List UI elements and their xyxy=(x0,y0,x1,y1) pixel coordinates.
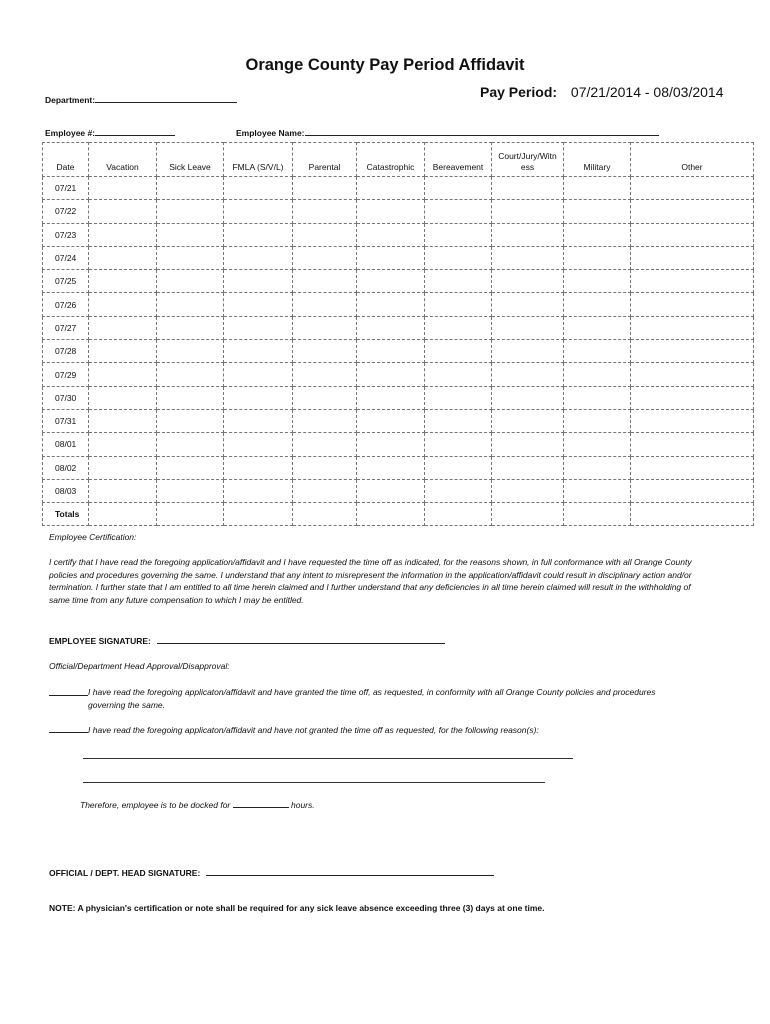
hours-cell[interactable] xyxy=(425,223,492,246)
hours-cell[interactable] xyxy=(631,316,754,339)
official-signature-line[interactable] xyxy=(206,866,494,876)
column-header: Military xyxy=(564,143,631,177)
employee-number-field xyxy=(45,126,175,138)
table-row xyxy=(43,200,754,223)
hours-cell[interactable] xyxy=(492,479,564,502)
docked-hours-input[interactable] xyxy=(233,798,289,808)
hours-cell[interactable] xyxy=(224,363,293,386)
hours-cell[interactable] xyxy=(564,200,631,223)
column-header: Court/Jury/Witness xyxy=(492,143,564,177)
granted-text: I have read the foregoing applicaton/affidavit and have granted the time off, as requested, in conformity with all Orange County policies and procedures governing the same. xyxy=(88,687,656,710)
employee-signature-field xyxy=(49,634,445,646)
table-row xyxy=(43,340,754,363)
hours-cell[interactable] xyxy=(564,479,631,502)
hours-cell[interactable] xyxy=(89,177,157,200)
hours-cell[interactable] xyxy=(631,503,754,526)
column-header: Catastrophic xyxy=(357,143,425,177)
hours-cell[interactable] xyxy=(293,456,357,479)
hours-cell[interactable] xyxy=(89,223,157,246)
hours-cell[interactable] xyxy=(357,246,425,269)
hours-cell[interactable] xyxy=(89,200,157,223)
column-header: Bereavement xyxy=(425,143,492,177)
hours-cell[interactable] xyxy=(492,223,564,246)
hours-cell[interactable] xyxy=(631,223,754,246)
hours-cell[interactable] xyxy=(89,386,157,409)
sick-leave-note: NOTE: A physician's certification or note shall be required for any sick leave absence exceeding three (3) days at one time. xyxy=(49,903,545,913)
hours-cell[interactable] xyxy=(89,340,157,363)
hours-cell[interactable] xyxy=(425,293,492,316)
hours-cell[interactable] xyxy=(293,316,357,339)
hours-cell[interactable] xyxy=(293,386,357,409)
row-date: 07/30 xyxy=(43,386,89,409)
row-date: 08/01 xyxy=(43,433,89,456)
hours-cell[interactable] xyxy=(425,409,492,432)
row-date: 08/03 xyxy=(43,479,89,502)
hours-cell[interactable] xyxy=(631,479,754,502)
pay-period-label: Pay Period: xyxy=(480,84,558,100)
hours-cell[interactable] xyxy=(564,270,631,293)
docked-suffix: hours. xyxy=(291,800,315,810)
hours-cell[interactable] xyxy=(425,270,492,293)
employee-number-label: Employee #: xyxy=(45,128,96,138)
hours-cell[interactable] xyxy=(631,433,754,456)
hours-cell[interactable] xyxy=(631,386,754,409)
row-date: 07/23 xyxy=(43,223,89,246)
hours-cell[interactable] xyxy=(293,503,357,526)
official-signature-label: OFFICIAL / DEPT. HEAD SIGNATURE: xyxy=(49,868,201,878)
approval-option-granted xyxy=(49,686,669,711)
hours-cell[interactable] xyxy=(89,433,157,456)
column-header: Parental xyxy=(293,143,357,177)
hours-cell[interactable] xyxy=(357,223,425,246)
approval-option-denied xyxy=(49,723,539,735)
hours-cell[interactable] xyxy=(293,363,357,386)
hours-cell[interactable] xyxy=(357,503,425,526)
hours-cell[interactable] xyxy=(425,386,492,409)
hours-cell[interactable] xyxy=(631,293,754,316)
hours-cell[interactable] xyxy=(631,409,754,432)
hours-cell[interactable] xyxy=(357,200,425,223)
employee-signature-line[interactable] xyxy=(157,634,445,644)
hours-cell[interactable] xyxy=(89,479,157,502)
row-date: 07/26 xyxy=(43,293,89,316)
hours-cell[interactable] xyxy=(357,433,425,456)
table-row xyxy=(43,316,754,339)
hours-cell[interactable] xyxy=(564,503,631,526)
hours-cell[interactable] xyxy=(293,223,357,246)
hours-cell[interactable] xyxy=(293,177,357,200)
hours-cell[interactable] xyxy=(157,363,224,386)
page-title: Orange County Pay Period Affidavit xyxy=(245,56,525,74)
hours-cell[interactable] xyxy=(492,433,564,456)
hours-cell[interactable] xyxy=(492,177,564,200)
column-header: Vacation xyxy=(89,143,157,177)
hours-cell[interactable] xyxy=(224,293,293,316)
hours-cell[interactable] xyxy=(89,409,157,432)
hours-cell[interactable] xyxy=(157,246,224,269)
column-header: Other xyxy=(631,143,754,177)
hours-cell[interactable] xyxy=(492,340,564,363)
denied-checkbox-line[interactable] xyxy=(49,723,88,733)
hours-cell[interactable] xyxy=(157,177,224,200)
department-label: Department: xyxy=(45,95,96,105)
table-row xyxy=(43,479,754,502)
row-date: 07/29 xyxy=(43,363,89,386)
leave-table xyxy=(42,142,754,526)
reason-line-2[interactable] xyxy=(83,782,545,783)
table-row xyxy=(43,270,754,293)
hours-cell[interactable] xyxy=(492,386,564,409)
hours-cell[interactable] xyxy=(425,246,492,269)
hours-cell[interactable] xyxy=(224,433,293,456)
hours-cell[interactable] xyxy=(631,340,754,363)
hours-cell[interactable] xyxy=(631,246,754,269)
hours-cell[interactable] xyxy=(425,479,492,502)
hours-cell[interactable] xyxy=(564,409,631,432)
hours-cell[interactable] xyxy=(492,200,564,223)
hours-cell[interactable] xyxy=(224,246,293,269)
table-row xyxy=(43,223,754,246)
column-header: FMLA (S/V/L) xyxy=(224,143,293,177)
row-date: 07/25 xyxy=(43,270,89,293)
hours-cell[interactable] xyxy=(224,177,293,200)
employee-name-input[interactable] xyxy=(305,126,659,136)
hours-cell[interactable] xyxy=(492,503,564,526)
hours-cell[interactable] xyxy=(293,479,357,502)
hours-cell[interactable] xyxy=(564,340,631,363)
hours-cell[interactable] xyxy=(157,433,224,456)
hours-cell[interactable] xyxy=(425,316,492,339)
hours-cell[interactable] xyxy=(89,316,157,339)
hours-cell[interactable] xyxy=(425,363,492,386)
employee-name-label: Employee Name: xyxy=(236,128,305,138)
hours-cell[interactable] xyxy=(224,503,293,526)
hours-cell[interactable] xyxy=(89,363,157,386)
hours-cell[interactable] xyxy=(224,479,293,502)
hours-cell[interactable] xyxy=(564,223,631,246)
hours-cell[interactable] xyxy=(357,409,425,432)
certification-text: I certify that I have read the foregoing application/affidavit and I have requested the time off as indicated, for the reasons shown, in full conformance with all Orange County policies and procedures governing the same. I understand that any intent to misrepresent the information in the application/affidavit could result in disciplinary action and/or termination. I further state that I am entitled to all time herein claimed and I further understand that any deficiencies in all time herein claimed will result in the withholding of same time from any future compensation to which I may be entitled. xyxy=(49,557,692,605)
hours-cell[interactable] xyxy=(224,340,293,363)
table-row xyxy=(43,409,754,432)
hours-cell[interactable] xyxy=(564,316,631,339)
hours-cell[interactable] xyxy=(293,409,357,432)
hours-cell[interactable] xyxy=(425,340,492,363)
hours-cell[interactable] xyxy=(157,270,224,293)
hours-cell[interactable] xyxy=(157,200,224,223)
hours-cell[interactable] xyxy=(357,479,425,502)
hours-cell[interactable] xyxy=(157,316,224,339)
row-date: 07/24 xyxy=(43,246,89,269)
hours-cell[interactable] xyxy=(357,386,425,409)
column-header: Date xyxy=(43,143,89,177)
hours-cell[interactable] xyxy=(157,456,224,479)
row-date: 07/21 xyxy=(43,177,89,200)
employee-signature-label: EMPLOYEE SIGNATURE: xyxy=(49,636,151,646)
hours-cell[interactable] xyxy=(425,200,492,223)
department-input[interactable] xyxy=(95,93,237,103)
table-header-row xyxy=(43,143,754,177)
hours-cell[interactable] xyxy=(357,363,425,386)
hours-cell[interactable] xyxy=(293,200,357,223)
hours-cell[interactable] xyxy=(157,293,224,316)
docked-prefix: Therefore, employee is to be docked for xyxy=(80,800,231,810)
hours-cell[interactable] xyxy=(492,409,564,432)
hours-cell[interactable] xyxy=(425,503,492,526)
table-row xyxy=(43,293,754,316)
table-row xyxy=(43,246,754,269)
hours-cell[interactable] xyxy=(224,456,293,479)
hours-cell[interactable] xyxy=(224,316,293,339)
hours-cell[interactable] xyxy=(564,386,631,409)
row-date: Totals xyxy=(43,503,89,526)
hours-cell[interactable] xyxy=(293,270,357,293)
hours-cell[interactable] xyxy=(157,386,224,409)
hours-cell[interactable] xyxy=(357,177,425,200)
hours-cell[interactable] xyxy=(492,246,564,269)
table-row xyxy=(43,433,754,456)
hours-cell[interactable] xyxy=(492,363,564,386)
hours-cell[interactable] xyxy=(89,293,157,316)
hours-cell[interactable] xyxy=(157,479,224,502)
hours-cell[interactable] xyxy=(224,200,293,223)
granted-checkbox-line[interactable] xyxy=(49,686,88,696)
table-row xyxy=(43,456,754,479)
hours-cell[interactable] xyxy=(631,177,754,200)
hours-cell[interactable] xyxy=(425,177,492,200)
hours-cell[interactable] xyxy=(631,200,754,223)
hours-cell[interactable] xyxy=(293,293,357,316)
approval-heading: Official/Department Head Approval/Disapproval: xyxy=(49,661,230,671)
docked-hours xyxy=(80,798,315,810)
hours-cell[interactable] xyxy=(564,293,631,316)
hours-cell[interactable] xyxy=(357,316,425,339)
row-date: 07/27 xyxy=(43,316,89,339)
hours-cell[interactable] xyxy=(157,409,224,432)
hours-cell[interactable] xyxy=(425,433,492,456)
employee-name-field xyxy=(236,126,659,138)
hours-cell[interactable] xyxy=(293,433,357,456)
hours-cell[interactable] xyxy=(357,270,425,293)
reason-line-1[interactable] xyxy=(83,758,573,759)
hours-cell[interactable] xyxy=(224,409,293,432)
hours-cell[interactable] xyxy=(564,456,631,479)
row-date: 07/22 xyxy=(43,200,89,223)
hours-cell[interactable] xyxy=(564,177,631,200)
pay-period-value: 07/21/2014 - 08/03/2014 xyxy=(570,84,724,100)
hours-cell[interactable] xyxy=(293,340,357,363)
hours-cell[interactable] xyxy=(157,503,224,526)
table-row xyxy=(43,386,754,409)
hours-cell[interactable] xyxy=(357,340,425,363)
hours-cell[interactable] xyxy=(357,293,425,316)
official-signature-field xyxy=(49,866,494,878)
certification-heading: Employee Certification: xyxy=(49,532,137,542)
employee-number-input[interactable] xyxy=(95,126,175,136)
row-date: 08/02 xyxy=(43,456,89,479)
table-row xyxy=(43,363,754,386)
hours-cell[interactable] xyxy=(492,456,564,479)
denied-text: I have read the foregoing applicaton/affidavit and have not granted the time off as requested, for the following reason(s): xyxy=(88,725,539,735)
column-header: Sick Leave xyxy=(157,143,224,177)
hours-cell[interactable] xyxy=(564,433,631,456)
hours-cell[interactable] xyxy=(293,246,357,269)
row-date: 07/31 xyxy=(43,409,89,432)
hours-cell[interactable] xyxy=(631,270,754,293)
hours-cell[interactable] xyxy=(492,293,564,316)
hours-cell[interactable] xyxy=(492,316,564,339)
hours-cell[interactable] xyxy=(425,456,492,479)
row-date: 07/28 xyxy=(43,340,89,363)
hours-cell[interactable] xyxy=(357,456,425,479)
hours-cell[interactable] xyxy=(492,270,564,293)
table-body xyxy=(43,177,754,526)
table-row xyxy=(43,503,754,526)
hours-cell[interactable] xyxy=(89,270,157,293)
hours-cell[interactable] xyxy=(224,386,293,409)
hours-cell[interactable] xyxy=(89,246,157,269)
hours-cell[interactable] xyxy=(564,246,631,269)
hours-cell[interactable] xyxy=(89,456,157,479)
hours-cell[interactable] xyxy=(224,223,293,246)
hours-cell[interactable] xyxy=(631,363,754,386)
hours-cell[interactable] xyxy=(157,340,224,363)
hours-cell[interactable] xyxy=(89,503,157,526)
hours-cell[interactable] xyxy=(157,223,224,246)
department-field xyxy=(45,93,237,105)
hours-cell[interactable] xyxy=(631,456,754,479)
hours-cell[interactable] xyxy=(564,363,631,386)
table-row xyxy=(43,177,754,200)
hours-cell[interactable] xyxy=(224,270,293,293)
pay-period xyxy=(480,84,724,100)
